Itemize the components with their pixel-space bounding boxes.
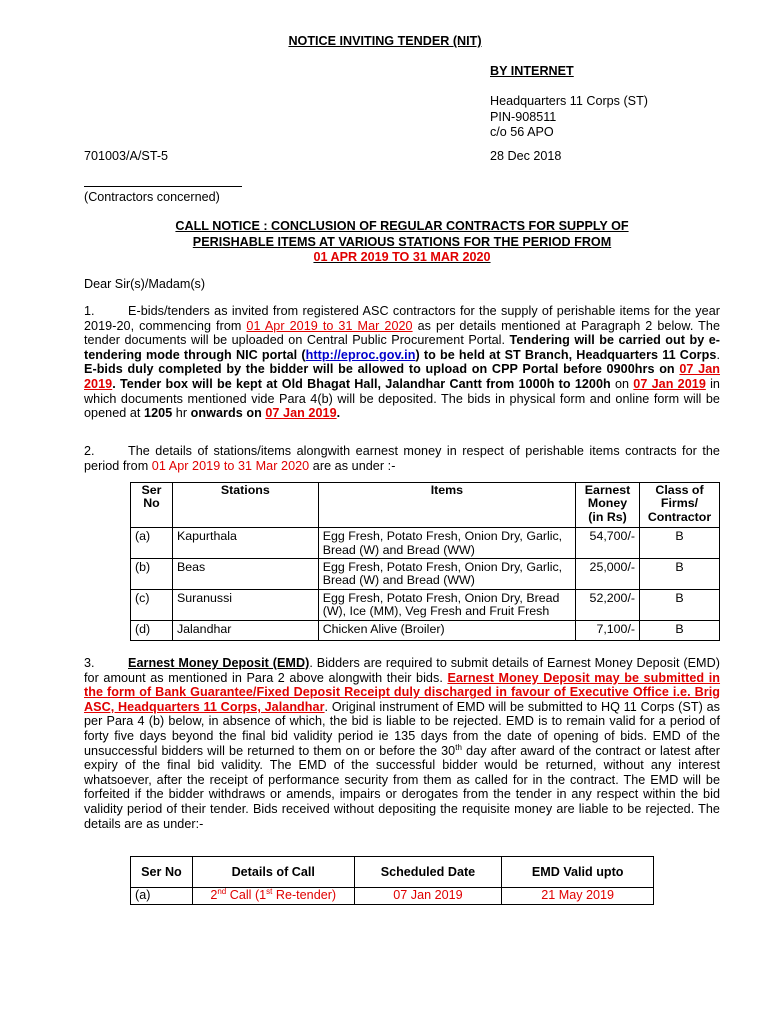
table-row: (b) Beas Egg Fresh, Potato Fresh, Onion Dry, Garlic, Bread (W) and Bread (WW) 25,000/- B: [131, 559, 720, 590]
addressee: (Contractors concerned): [84, 190, 220, 204]
table-header-row: [131, 857, 654, 888]
paragraph-3: 3. Earnest Money Deposit (EMD). Bidders are required to submit details of Earnest Money Deposit (EMD) for amount as mentioned in Para 2 above alongwith their bids. Earnest Money Deposit may be submitted in the form of Bank Guarantee/Fixed Deposit Receipt duly discharged in favour of Executive Office i.e. Brig ASC, Headquarters 11 Corps, Jalandhar. Original instrument of EMD will be submitted to HQ 11 Corps (ST) as per Para 4 (b) below, in absence of which, the bid is liable to be rejected. EMD is to remain valid for a period of forty five days beyond the final bid validity period ie 135 days from the date of opening of bids. EMD of the unsuccessful bidders will be returned to them on or before the 30th day after award of the contract or latest after expiry of the final bid validity. The EMD of the successful bidder would be returned, without any interest whatsoever, after the receipt of performance security from them as called for in the contract. The EMD will be forfeited if the bidder withdraws or amends, impairs or derogates from the tender in any respect within the bid validity period of their tender. Bids received without depositing the requisite money are liable to be rejected. The details are as under:-: [84, 656, 721, 831]
reference-number: 701003/A/ST-5: [84, 149, 169, 163]
call-details-table: [130, 856, 654, 905]
header-details-of-call: Details of Call: [192, 857, 354, 888]
paragraph-1: 1. E-bids/tenders as invited from registered ASC contractors for the supply of perishable items for the year 2019-20, commencing from 01 Apr 2019 to 31 Mar 2020 as per details mentioned at Paragraph 2 below. The tender documents will be uploaded on Central Public Procurement Portal. Tendering will be carried out by e-tendering mode through NIC portal (http://eproc.gov.in) to be held at ST Branch, Headquarters 11 Corps. E-bids duly completed by the bidder will be allowed to upload on CPP Portal before 0900hrs on 07 Jan 2019. Tender box will be kept at Old Bhagat Hall, Jalandhar Cantt from 1000h to 1200h on 07 Jan 2019 in which documents mentioned vide Para 4(b) will be deposited. The bids in physical form and online form will be opened at 1205 hr onwards on 07 Jan 2019.: [84, 304, 720, 421]
table-row: (d) Jalandhar Chicken Alive (Broiler) 7,100/- B: [131, 620, 720, 640]
table-row: (c) Suranussi Egg Fresh, Potato Fresh, Onion Dry, Bread (W), Ice (MM), Veg Fresh and Fruit Fresh 52,200/- B: [131, 589, 720, 620]
table-row: (a) Kapurthala Egg Fresh, Potato Fresh, Onion Dry, Garlic, Bread (W) and Bread (WW) 54,700/- B: [131, 528, 720, 559]
table-header-row: [131, 483, 720, 528]
notice-date: 28 Dec 2018: [490, 149, 562, 163]
salutation: Dear Sir(s)/Madam(s): [84, 277, 206, 291]
header-scheduled-date: Scheduled Date: [354, 857, 502, 888]
header-emd-valid-upto: EMD Valid upto: [502, 857, 654, 888]
table-row: (a) 2nd Call (1st Re-tender) 07 Jan 2019 21 May 2019: [131, 888, 654, 905]
header-ser-no: Ser No: [131, 483, 173, 528]
header-earnest-money: Earnest Money (in Rs): [576, 483, 640, 528]
notice-title: NOTICE INVITING TENDER (NIT): [288, 34, 482, 48]
by-internet: BY INTERNET: [490, 64, 574, 78]
call-notice-heading: CALL NOTICE : CONCLUSION OF REGULAR CONTRACTS FOR SUPPLY OF PERISHABLE ITEMS AT VARIOUS STATIONS FOR THE PERIOD FROM 01 APR 2019 TO 31 MAR 2020: [175, 219, 629, 264]
eproc-link[interactable]: http://eproc.gov.in: [305, 347, 416, 362]
sender-address: Headquarters 11 Corps (ST) PIN-908511 c/o 56 APO: [490, 94, 648, 139]
header-stations: Stations: [172, 483, 318, 528]
addressee-line: [84, 186, 242, 187]
header-items: Items: [318, 483, 575, 528]
header-ser-no: Ser No: [131, 857, 193, 888]
paragraph-2: 2. The details of stations/items alongwith earnest money in respect of perishable items contracts for the period from 01 Apr 2019 to 31 Mar 2020 are as under :-: [84, 444, 720, 473]
header-class: Class of Firms/ Contractor: [640, 483, 720, 528]
stations-table: [130, 482, 720, 641]
